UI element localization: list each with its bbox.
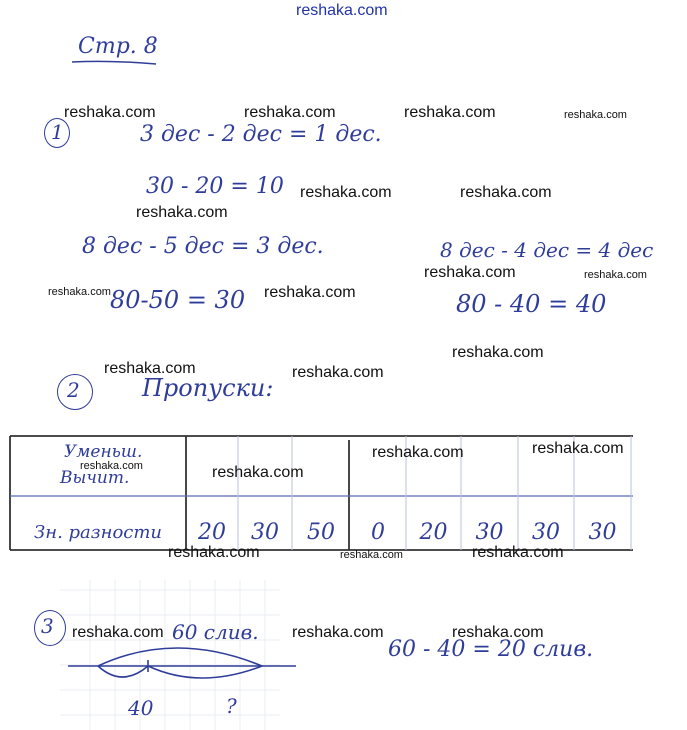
table-value: 30 <box>251 520 279 545</box>
table-row1-label-b: Вычит. <box>60 468 130 488</box>
watermark: reshaka.com <box>584 269 647 281</box>
watermark: reshaka.com <box>300 184 392 201</box>
page-reference: Стр. 8 <box>78 34 158 59</box>
watermark: reshaka.com <box>72 624 164 641</box>
task1-line1: 3 дес - 2 дес = 1 дес. <box>140 122 382 147</box>
task3-total-label: 60 слив. <box>172 620 259 644</box>
task3-number: 3 <box>41 614 54 638</box>
task1-number: 1 <box>51 120 64 144</box>
task2-number: 2 <box>67 378 80 402</box>
task3-part-known: 40 <box>128 696 154 720</box>
table-row1-label-a: Уменьш. <box>64 442 143 462</box>
watermark: reshaka.com <box>424 264 516 281</box>
table-row2-label: Зн. разности <box>34 522 163 543</box>
watermark: reshaka.com <box>452 344 544 361</box>
table-value: 30 <box>588 520 617 545</box>
watermark-top[interactable]: reshaka.com <box>296 2 388 19</box>
watermark: reshaka.com <box>532 440 624 457</box>
table-value: 30 <box>475 520 504 545</box>
watermark: reshaka.com <box>404 104 496 121</box>
task3-part-unknown: ? <box>226 694 237 718</box>
watermark: reshaka.com <box>472 544 564 561</box>
table-value: 0 <box>371 520 385 545</box>
task1-line6: 80 - 40 = 40 <box>456 290 607 318</box>
watermark: reshaka.com <box>80 460 143 472</box>
watermark: reshaka.com <box>452 624 544 641</box>
watermark: reshaka.com <box>460 184 552 201</box>
table-value: 20 <box>419 520 448 545</box>
watermark: reshaka.com <box>372 444 464 461</box>
table-value: 20 <box>198 520 226 545</box>
watermark: reshaka.com <box>104 360 196 377</box>
watermark: reshaka.com <box>168 544 260 561</box>
watermark: reshaka.com <box>136 204 228 221</box>
table-value: 50 <box>307 520 335 545</box>
watermark: reshaka.com <box>244 104 336 121</box>
watermark: reshaka.com <box>264 284 356 301</box>
watermark: reshaka.com <box>48 286 111 298</box>
watermark: reshaka.com <box>564 109 627 121</box>
task3-equation: 60 - 40 = 20 слив. <box>388 637 594 662</box>
watermark: reshaka.com <box>292 364 384 381</box>
task1-line5: 8 дес - 4 дес = 4 дес <box>440 238 654 262</box>
watermark: reshaka.com <box>292 624 384 641</box>
watermark: reshaka.com <box>212 464 304 481</box>
task1-line3: 8 дес - 5 дес = 3 дес. <box>82 234 324 259</box>
table-value: 30 <box>532 520 560 545</box>
task1-line4: 80-50 = 30 <box>110 286 246 314</box>
task2-title: Пропуски: <box>142 374 274 402</box>
task1-line2: 30 - 20 = 10 <box>146 174 284 199</box>
watermark: reshaka.com <box>340 549 403 561</box>
watermark: reshaka.com <box>64 104 156 121</box>
